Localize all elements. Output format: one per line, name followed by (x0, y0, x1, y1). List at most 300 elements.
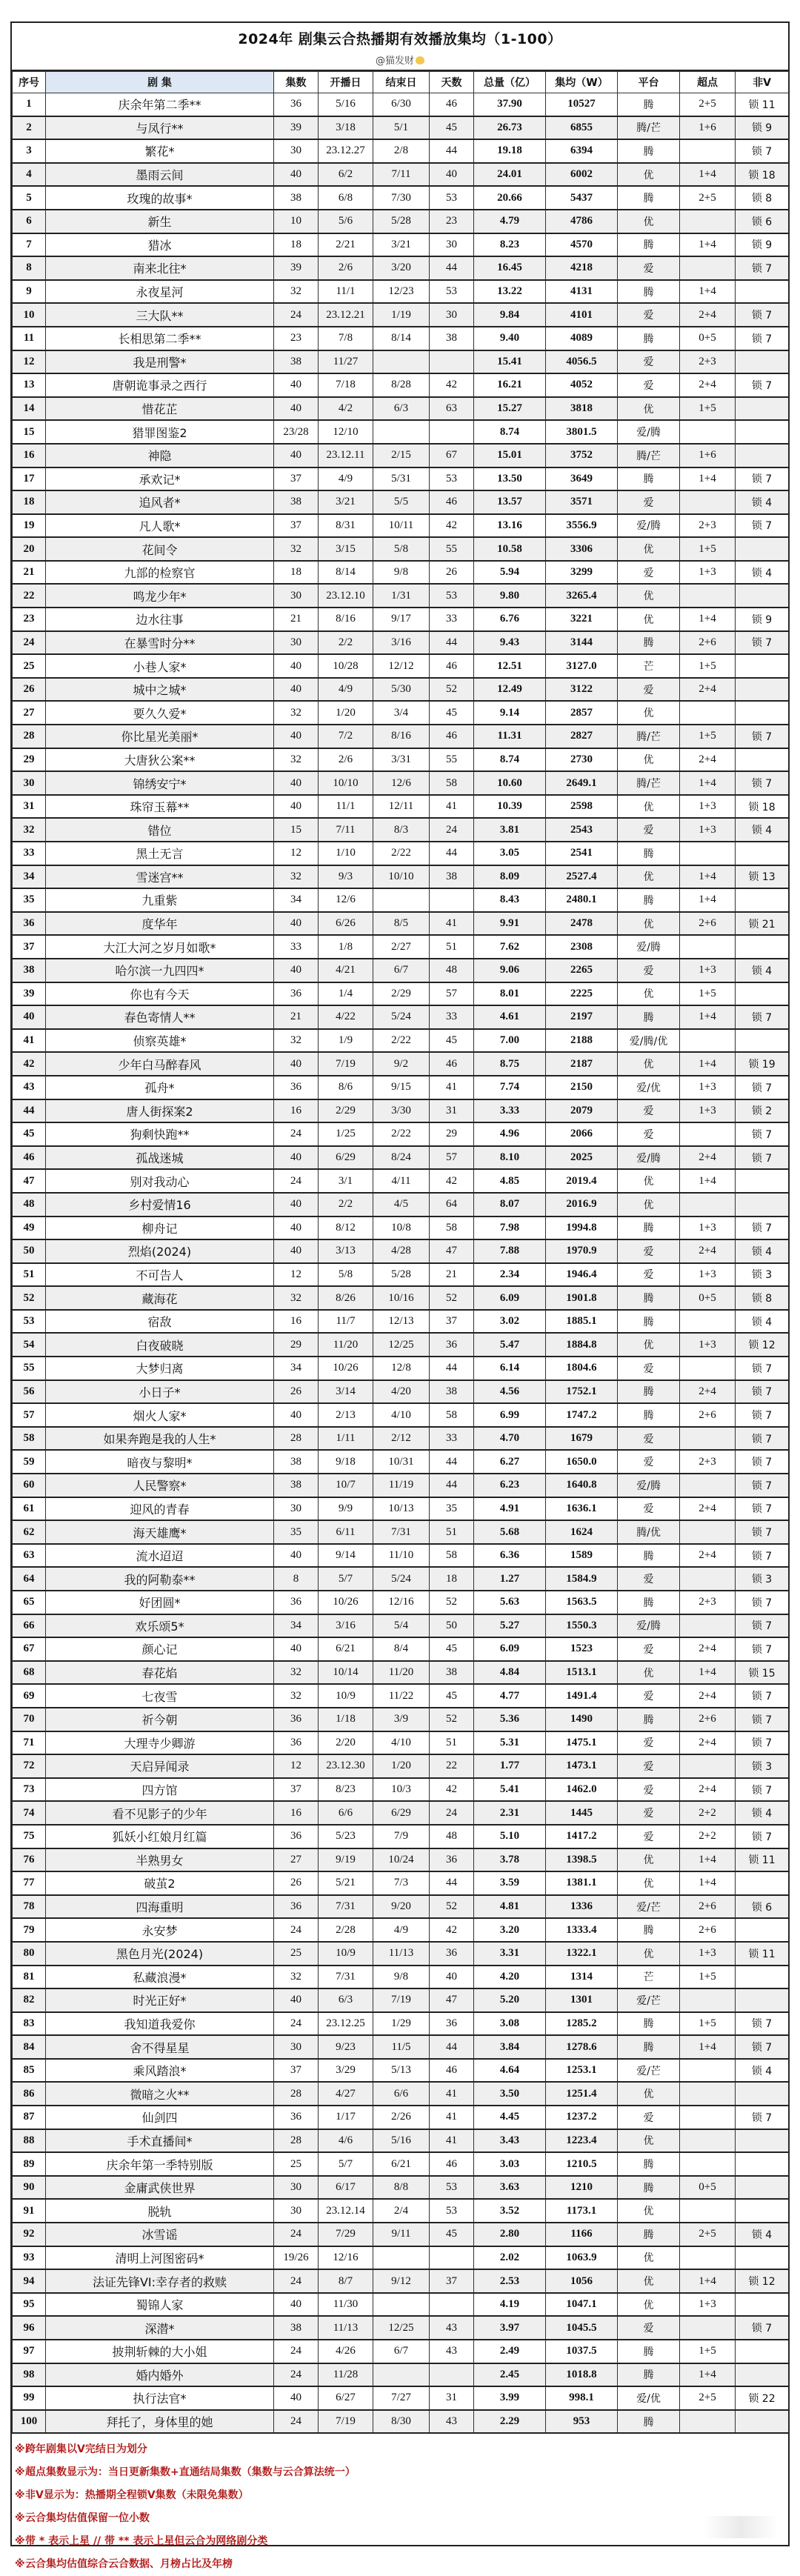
table-row (13, 2410, 789, 2434)
episodes-cell: 32 (274, 865, 319, 889)
drama-name-cell: 长相思第二季** (46, 327, 274, 350)
drama-name-cell: 柳舟记 (46, 1217, 274, 1240)
non-vip-cell: 锁 22 (736, 2386, 789, 2410)
super-vip-cell (680, 2246, 736, 2270)
end-date-cell: 6/7 (373, 959, 430, 982)
platform-cell: 腾 (618, 1286, 680, 1310)
start-date-cell: 7/19 (319, 1052, 373, 1076)
platform-cell: 腾/优 (618, 1520, 680, 1544)
super-vip-cell: 1+5 (680, 2012, 736, 2036)
drama-name-cell: 小日子* (46, 1380, 274, 1404)
avg-views-cell: 1640.8 (546, 1474, 618, 1497)
drama-name-cell: 四海重明 (46, 1895, 274, 1919)
super-vip-cell (680, 2059, 736, 2083)
total-views-cell: 8.07 (474, 1193, 546, 1217)
table-row (13, 2363, 789, 2387)
avg-views-cell: 1584.9 (546, 1567, 618, 1591)
end-date-cell: 4/28 (373, 1239, 430, 1263)
super-vip-cell: 2+6 (680, 1403, 736, 1427)
non-vip-cell: 锁 4 (736, 2223, 789, 2246)
super-vip-cell: 2+2 (680, 1801, 736, 1825)
author-credit (12, 53, 788, 67)
total-views-cell: 2.80 (474, 2223, 546, 2246)
non-vip-cell: 锁 7 (736, 2316, 789, 2340)
platform-cell: 优 (618, 1052, 680, 1076)
super-vip-cell (680, 2152, 736, 2176)
start-date-cell: 7/31 (319, 1895, 373, 1919)
platform-cell: 爱/腾 (618, 420, 680, 444)
end-date-cell: 4/5 (373, 1193, 430, 1217)
rank-cell: 63 (13, 1544, 46, 1568)
platform-cell: 爱 (618, 350, 680, 374)
end-date-cell (373, 350, 430, 374)
table-row (13, 537, 789, 561)
end-date-cell: 9/2 (373, 1052, 430, 1076)
platform-cell: 优 (618, 397, 680, 421)
header-avg-per-episode: 集均（W） (546, 72, 618, 93)
table-row (13, 1754, 789, 1778)
super-vip-cell: 1+4 (680, 163, 736, 187)
drama-name-cell: 烟火人家* (46, 1403, 274, 1427)
days-cell: 63 (430, 397, 474, 421)
table-row (13, 1146, 789, 1170)
days-cell: 53 (430, 467, 474, 491)
rank-cell: 70 (13, 1708, 46, 1731)
avg-views-cell: 1251.4 (546, 2082, 618, 2106)
total-views-cell: 7.62 (474, 935, 546, 959)
days-cell: 35 (430, 1497, 474, 1521)
start-date-cell: 7/18 (319, 373, 373, 397)
start-date-cell: 3/16 (319, 1614, 373, 1638)
avg-views-cell: 2197 (546, 1005, 618, 1029)
end-date-cell: 7/31 (373, 1520, 430, 1544)
start-date-cell: 23.12.27 (319, 139, 373, 163)
days-cell: 40 (430, 163, 474, 187)
end-date-cell (373, 2363, 430, 2387)
super-vip-cell: 2+4 (680, 1778, 736, 1802)
super-vip-cell: 2+5 (680, 186, 736, 210)
total-views-cell: 37.90 (474, 93, 546, 116)
episodes-cell: 40 (274, 795, 319, 819)
days-cell: 53 (430, 186, 474, 210)
avg-views-cell: 1475.1 (546, 1731, 618, 1755)
avg-views-cell: 3571 (546, 490, 618, 514)
end-date-cell: 10/3 (373, 1778, 430, 1802)
non-vip-cell (736, 1918, 789, 1942)
platform-cell: 爱 (618, 678, 680, 702)
total-views-cell: 3.20 (474, 1918, 546, 1942)
total-views-cell: 4.64 (474, 2059, 546, 2083)
total-views-cell: 2.34 (474, 1263, 546, 1287)
table-row (13, 1731, 789, 1755)
rank-cell: 33 (13, 842, 46, 865)
super-vip-cell (680, 2316, 736, 2340)
episodes-cell: 24 (274, 2012, 319, 2036)
rank-cell: 94 (13, 2269, 46, 2293)
drama-name-cell: 唐朝诡事录之西行 (46, 373, 274, 397)
table-row (13, 1474, 789, 1497)
days-cell: 44 (430, 842, 474, 865)
rank-cell: 29 (13, 748, 46, 772)
avg-views-cell: 1589 (546, 1544, 618, 1568)
super-vip-cell: 2+2 (680, 1825, 736, 1848)
drama-name-cell: 仙剑四 (46, 2106, 274, 2129)
drama-name-cell: 度华年 (46, 912, 274, 936)
rank-cell: 41 (13, 1029, 46, 1053)
platform-cell: 腾 (618, 2176, 680, 2200)
days-cell: 45 (430, 1684, 474, 1708)
days-cell: 58 (430, 1544, 474, 1568)
days-cell: 42 (430, 1778, 474, 1802)
end-date-cell: 10/10 (373, 865, 430, 889)
end-date-cell (373, 2293, 430, 2317)
platform-cell: 腾 (618, 2410, 680, 2434)
start-date-cell: 7/8 (319, 327, 373, 350)
non-vip-cell (736, 1169, 789, 1193)
rank-cell: 36 (13, 912, 46, 936)
end-date-cell: 5/1 (373, 116, 430, 140)
rank-cell: 9 (13, 280, 46, 304)
note-item (15, 2438, 788, 2461)
super-vip-cell: 1+4 (680, 280, 736, 304)
avg-views-cell: 1223.4 (546, 2129, 618, 2153)
total-views-cell: 6.09 (474, 1637, 546, 1661)
episodes-cell: 30 (274, 2199, 319, 2223)
super-vip-cell: 2+4 (680, 1380, 736, 1404)
super-vip-cell: 2+4 (680, 678, 736, 702)
platform-cell: 优 (618, 982, 680, 1006)
avg-views-cell: 3221 (546, 608, 618, 631)
start-date-cell: 9/18 (319, 1450, 373, 1474)
days-cell: 44 (430, 1474, 474, 1497)
non-vip-cell: 锁 7 (736, 1708, 789, 1731)
rank-cell: 85 (13, 2059, 46, 2083)
end-date-cell: 8/8 (373, 2176, 430, 2200)
rank-cell: 51 (13, 1263, 46, 1287)
rank-cell: 42 (13, 1052, 46, 1076)
platform-cell: 爱 (618, 1122, 680, 1146)
start-date-cell: 3/1 (319, 1169, 373, 1193)
non-vip-cell: 锁 7 (736, 2035, 789, 2059)
end-date-cell: 5/8 (373, 537, 430, 561)
header-days: 天数 (430, 72, 474, 93)
non-vip-cell (736, 2082, 789, 2106)
total-views-cell: 3.99 (474, 2386, 546, 2410)
non-vip-cell (736, 1988, 789, 2012)
avg-views-cell: 1166 (546, 2223, 618, 2246)
rank-cell: 66 (13, 1614, 46, 1638)
start-date-cell: 12/10 (319, 420, 373, 444)
non-vip-cell: 锁 4 (736, 1801, 789, 1825)
days-cell: 53 (430, 2176, 474, 2200)
table-row (13, 1637, 789, 1661)
table-header-row (13, 72, 789, 93)
avg-views-cell: 3556.9 (546, 514, 618, 538)
note-item (15, 2484, 788, 2507)
non-vip-cell: 锁 7 (736, 1614, 789, 1638)
avg-views-cell: 1473.1 (546, 1754, 618, 1778)
episodes-cell: 36 (274, 1895, 319, 1919)
days-cell: 41 (430, 2082, 474, 2106)
episodes-cell: 36 (274, 1731, 319, 1755)
super-vip-cell: 2+6 (680, 912, 736, 936)
start-date-cell: 10/9 (319, 1684, 373, 1708)
total-views-cell: 6.23 (474, 1474, 546, 1497)
rank-cell: 21 (13, 561, 46, 585)
end-date-cell: 5/5 (373, 490, 430, 514)
table-row (13, 2269, 789, 2293)
days-cell (430, 2246, 474, 2270)
super-vip-cell: 1+3 (680, 818, 736, 842)
start-date-cell: 4/22 (319, 1005, 373, 1029)
days-cell: 53 (430, 280, 474, 304)
super-vip-cell: 1+3 (680, 1217, 736, 1240)
super-vip-cell: 1+5 (680, 2340, 736, 2363)
start-date-cell: 9/9 (319, 1497, 373, 1521)
rank-cell: 23 (13, 608, 46, 631)
days-cell (430, 420, 474, 444)
header-end-date: 结束日 (373, 72, 430, 93)
drama-name-cell: 私藏浪漫* (46, 1966, 274, 1989)
non-vip-cell: 锁 7 (736, 2012, 789, 2036)
start-date-cell: 2/29 (319, 1099, 373, 1123)
table-row (13, 1169, 789, 1193)
episodes-cell: 10 (274, 210, 319, 233)
episodes-cell: 34 (274, 1614, 319, 1638)
non-vip-cell: 锁 7 (736, 1005, 789, 1029)
avg-views-cell: 10527 (546, 93, 618, 116)
avg-views-cell: 3649 (546, 467, 618, 491)
days-cell: 37 (430, 2269, 474, 2293)
super-vip-cell: 1+4 (680, 1169, 736, 1193)
platform-cell: 腾 (618, 2363, 680, 2387)
end-date-cell: 11/13 (373, 1942, 430, 1966)
start-date-cell: 2/6 (319, 748, 373, 772)
episodes-cell: 32 (274, 1661, 319, 1685)
total-views-cell: 5.47 (474, 1333, 546, 1357)
drama-name-cell: 四方馆 (46, 1778, 274, 1802)
avg-views-cell: 2598 (546, 795, 618, 819)
platform-cell: 优 (618, 537, 680, 561)
platform-cell: 优 (618, 1169, 680, 1193)
episodes-cell: 37 (274, 2059, 319, 2083)
table-row (13, 1614, 789, 1638)
days-cell: 44 (430, 631, 474, 655)
non-vip-cell: 锁 7 (736, 1497, 789, 1521)
episodes-cell: 30 (274, 2035, 319, 2059)
end-date-cell: 1/29 (373, 2012, 430, 2036)
table-row (13, 1661, 789, 1685)
super-vip-cell: 2+6 (680, 1895, 736, 1919)
end-date-cell: 12/6 (373, 771, 430, 795)
table-row (13, 303, 789, 327)
rank-cell: 92 (13, 2223, 46, 2246)
avg-views-cell: 3752 (546, 444, 618, 467)
avg-views-cell: 1884.8 (546, 1333, 618, 1357)
platform-cell: 优 (618, 1193, 680, 1217)
start-date-cell: 12/6 (319, 888, 373, 912)
drama-name-cell: 要久久爱* (46, 701, 274, 725)
platform-cell: 优 (618, 163, 680, 187)
total-views-cell: 3.31 (474, 1942, 546, 1966)
title-band (12, 23, 788, 71)
avg-views-cell: 1314 (546, 1966, 618, 1989)
total-views-cell: 3.84 (474, 2035, 546, 2059)
episodes-cell: 21 (274, 608, 319, 631)
days-cell: 51 (430, 1520, 474, 1544)
non-vip-cell (736, 2199, 789, 2223)
rank-cell: 18 (13, 490, 46, 514)
table-row (13, 1052, 789, 1076)
table-row (13, 490, 789, 514)
platform-cell: 爱 (618, 1684, 680, 1708)
ranking-sheet (10, 21, 790, 2571)
non-vip-cell (736, 1193, 789, 1217)
total-views-cell: 9.91 (474, 912, 546, 936)
episodes-cell: 37 (274, 1778, 319, 1802)
non-vip-cell: 锁 4 (736, 1310, 789, 1334)
super-vip-cell: 1+4 (680, 2269, 736, 2293)
avg-views-cell: 1173.1 (546, 2199, 618, 2223)
end-date-cell: 11/22 (373, 1684, 430, 1708)
start-date-cell: 8/6 (319, 1076, 373, 1099)
note-item (15, 2530, 788, 2553)
non-vip-cell (736, 701, 789, 725)
table-row (13, 2106, 789, 2129)
avg-views-cell: 1398.5 (546, 1848, 618, 1872)
end-date-cell: 6/6 (373, 2082, 430, 2106)
reference-mark-icon: ※ (15, 2489, 25, 2502)
platform-cell: 腾 (618, 1918, 680, 1942)
total-views-cell: 3.52 (474, 2199, 546, 2223)
avg-views-cell: 3144 (546, 631, 618, 655)
rank-cell: 14 (13, 397, 46, 421)
episodes-cell: 40 (274, 1239, 319, 1263)
rank-cell: 34 (13, 865, 46, 889)
drama-name-cell: 手术直播间* (46, 2129, 274, 2153)
episodes-cell: 32 (274, 701, 319, 725)
table-row (13, 1684, 789, 1708)
table-row (13, 397, 789, 421)
drama-name-cell: 惜花芷 (46, 397, 274, 421)
platform-cell: 爱/腾 (618, 1146, 680, 1170)
super-vip-cell (680, 420, 736, 444)
end-date-cell: 12/11 (373, 795, 430, 819)
platform-cell: 优 (618, 584, 680, 608)
non-vip-cell (736, 2246, 789, 2270)
platform-cell: 爱 (618, 818, 680, 842)
rank-cell: 27 (13, 701, 46, 725)
total-views-cell: 6.27 (474, 1450, 546, 1474)
super-vip-cell (680, 2410, 736, 2434)
episodes-cell: 29 (274, 1333, 319, 1357)
drama-name-cell: 锦绣安宁* (46, 771, 274, 795)
end-date-cell: 8/5 (373, 912, 430, 936)
total-views-cell: 8.10 (474, 1146, 546, 1170)
rank-cell: 37 (13, 935, 46, 959)
platform-cell: 腾 (618, 888, 680, 912)
total-views-cell: 5.31 (474, 1731, 546, 1755)
total-views-cell: 4.20 (474, 1966, 546, 1989)
total-views-cell: 8.75 (474, 1052, 546, 1076)
drama-name-cell: 南来北往* (46, 256, 274, 280)
avg-views-cell: 4101 (546, 303, 618, 327)
end-date-cell: 7/3 (373, 1871, 430, 1895)
table-row (13, 1942, 789, 1966)
days-cell: 41 (430, 912, 474, 936)
total-views-cell: 2.02 (474, 2246, 546, 2270)
non-vip-cell (736, 748, 789, 772)
table-row (13, 771, 789, 795)
episodes-cell: 40 (274, 1403, 319, 1427)
avg-views-cell: 953 (546, 2410, 618, 2434)
non-vip-cell (736, 2293, 789, 2317)
platform-cell: 爱 (618, 1754, 680, 1778)
drama-name-cell: 微暗之火** (46, 2082, 274, 2106)
avg-views-cell: 3299 (546, 561, 618, 585)
platform-cell: 优 (618, 1942, 680, 1966)
rank-cell: 28 (13, 725, 46, 748)
table-row (13, 888, 789, 912)
avg-views-cell: 1491.4 (546, 1684, 618, 1708)
platform-cell: 优 (618, 2082, 680, 2106)
episodes-cell: 25 (274, 1942, 319, 1966)
start-date-cell: 11/28 (319, 2363, 373, 2387)
non-vip-cell (736, 1966, 789, 1989)
rank-cell: 56 (13, 1380, 46, 1404)
total-views-cell: 13.22 (474, 280, 546, 304)
non-vip-cell: 锁 4 (736, 561, 789, 585)
episodes-cell: 28 (274, 2082, 319, 2106)
days-cell: 31 (430, 1099, 474, 1123)
total-views-cell: 4.96 (474, 1122, 546, 1146)
start-date-cell: 10/26 (319, 1591, 373, 1614)
start-date-cell: 1/9 (319, 1029, 373, 1053)
table-row (13, 280, 789, 304)
table-row (13, 2246, 789, 2270)
total-views-cell: 4.79 (474, 210, 546, 233)
table-row (13, 93, 789, 116)
end-date-cell: 12/16 (373, 1591, 430, 1614)
non-vip-cell (736, 397, 789, 421)
drama-name-cell: 迎风的青春 (46, 1497, 274, 1521)
episodes-cell: 24 (274, 1122, 319, 1146)
avg-views-cell: 1301 (546, 1988, 618, 2012)
rank-cell: 19 (13, 514, 46, 538)
total-views-cell: 4.19 (474, 2293, 546, 2317)
table-row (13, 163, 789, 187)
rank-cell: 64 (13, 1567, 46, 1591)
table-row (13, 1403, 789, 1427)
table-row (13, 1357, 789, 1380)
total-views-cell: 2.29 (474, 2410, 546, 2434)
end-date-cell: 2/27 (373, 935, 430, 959)
episodes-cell: 24 (274, 2410, 319, 2434)
days-cell: 31 (430, 2386, 474, 2410)
table-row (13, 186, 789, 210)
rank-cell: 84 (13, 2035, 46, 2059)
start-date-cell: 6/29 (319, 1146, 373, 1170)
avg-views-cell: 1636.1 (546, 1497, 618, 1521)
table-row (13, 2223, 789, 2246)
avg-views-cell: 2543 (546, 818, 618, 842)
platform-cell: 爱 (618, 1239, 680, 1263)
end-date-cell: 9/11 (373, 2223, 430, 2246)
platform-cell: 爱 (618, 1801, 680, 1825)
avg-views-cell: 1210.5 (546, 2152, 618, 2176)
end-date-cell: 2/22 (373, 842, 430, 865)
table-row (13, 1005, 789, 1029)
